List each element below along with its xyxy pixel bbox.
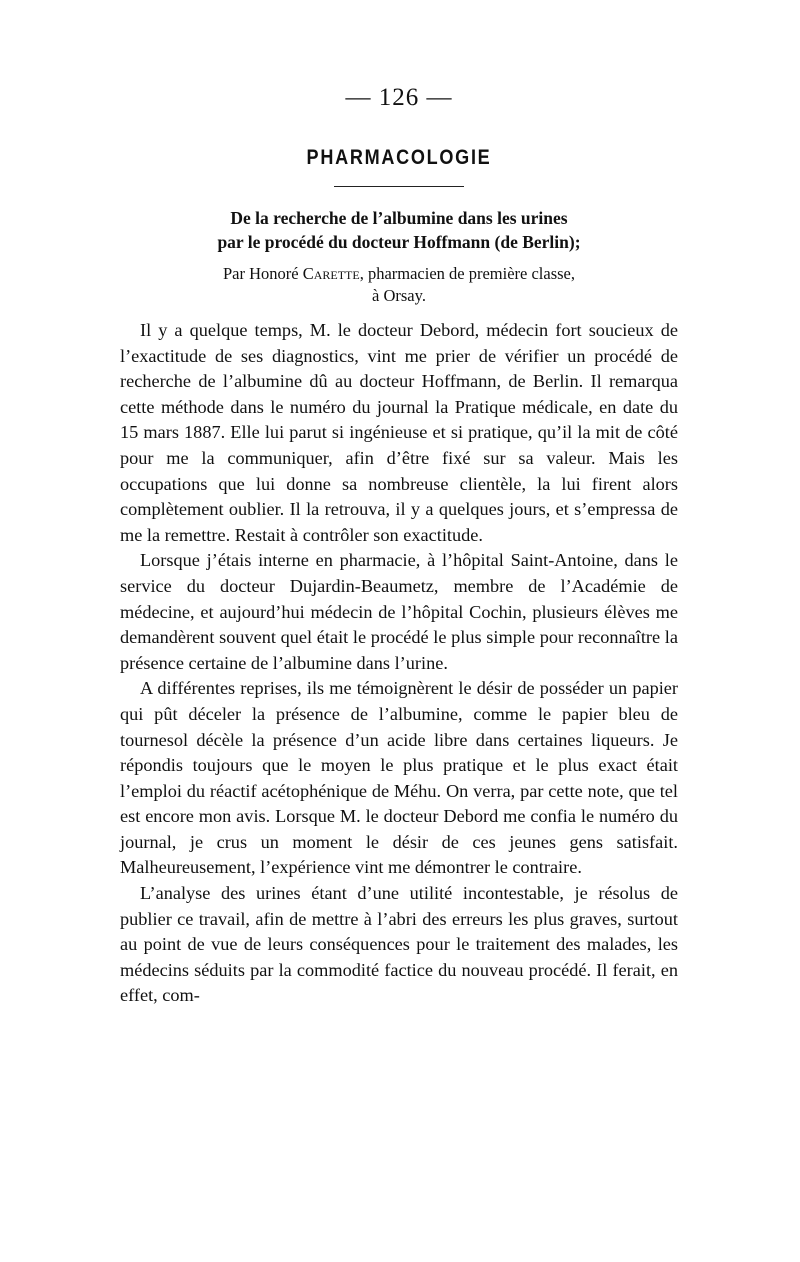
section-title: PHARMACOLOGIE <box>306 146 492 169</box>
byline-prefix: Par Honoré <box>222 264 299 283</box>
paragraph-1: Il y a quelque temps, M. le docteur Debord, médecin fort soucieux de l’exactitude de ses diagnostics, vint me prier de vérifier un procédé de recherche de l’albumine dû au docteur Hoffmann, de Berlin. Il remarqua cette méthode dans le numéro du journal la Pratique médicale, en date du 15 mars 1887. Elle lui parut si ingénieuse et si pratique, qu’il la mit de côté pour me la communiquer, afin d’être fixé sur sa valeur. Mais les occupations que lui donne sa nombreuse clientèle, la lui firent alors complètement oublier. Il la retrouva, il y a quelques jours, et s’empressa de me la remettre. Restait à contrôler son exactitude. <box>120 320 678 545</box>
paragraph-4: L’analyse des urines étant d’une utilité incontestable, je résolus de publier ce travail, afin de mettre à l’abri des erreurs les plus graves, surtout au point de vue de leurs conséquences pour le traitement des malades, les médecins séduits par la commodité factice du nouveau procédé. Il ferait, en effet, com- <box>120 883 678 1006</box>
byline-line-2: à Orsay. <box>372 286 426 305</box>
article-title-line-1: De la recherche de l’albumine dans les urines <box>230 208 568 228</box>
article-body <box>120 318 678 1009</box>
page-number: — 126 — <box>345 84 453 111</box>
title-rule <box>334 186 464 187</box>
byline-suffix: , pharmacien de première classe, <box>359 264 576 283</box>
author-name: Carette <box>302 264 360 283</box>
article-title-line-2: par le procédé du docteur Hoffmann (de Berlin); <box>217 232 581 252</box>
book-page <box>120 0 678 1262</box>
paragraph-3: A différentes reprises, ils me témoignèrent le désir de posséder un papier qui pût déceler la présence de l’albumine, comme le papier bleu de tournesol décèle la présence d’un acide libre dans certaines liqueurs. Je répondis toujours que le moyen le plus pratique et le plus exact était l’emploi du réactif acétophénique de Méhu. On verra, par cette note, que tel est encore mon avis. Lorsque M. le docteur Debord me confia le numéro du journal, je crus un moment le désir de ces jeunes gens satisfait. Malheureusement, l’expérience vint me démontrer le contraire. <box>120 678 678 878</box>
article-title <box>120 206 678 254</box>
byline <box>120 263 678 307</box>
byline-line-1 <box>120 263 678 285</box>
paragraph-2: Lorsque j’étais interne en pharmacie, à l’hôpital Saint-Antoine, dans le service du docteur Dujardin-Beaumetz, membre de l’Académie de médecine, et aujourd’hui médecin de l’hôpital Cochin, plusieurs élèves me demandèrent souvent quel était le procédé le plus simple pour reconnaître la présence certaine de l’albumine dans l’urine. <box>120 550 678 673</box>
